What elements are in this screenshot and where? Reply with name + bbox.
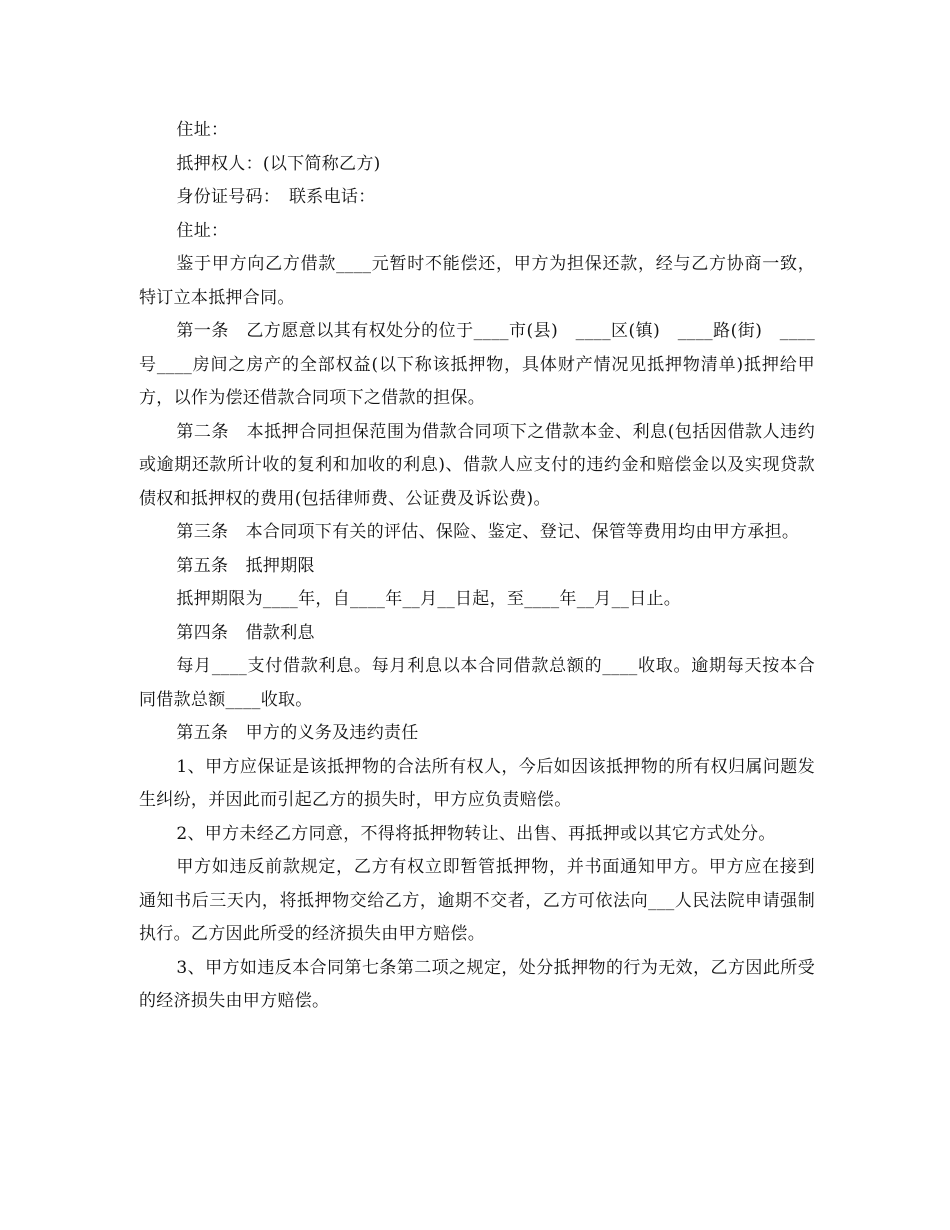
- document-body: [139, 114, 815, 1019]
- article-2-paragraph: 第二条 本抵押合同担保范围为借款合同项下之借款本金、利息(包括因借款人违约或逾期还款所计收的复利和加收的利息)、借款人应支付的违约金和赔偿金以及实现贷款债权和抵押权的费用(包括律师费、公证费及诉讼费)。: [139, 421, 815, 509]
- article-3-paragraph: 第三条 本合同项下有关的评估、保险、鉴定、登记、保管等费用均由甲方承担。: [176, 522, 800, 542]
- mortgagee-line: 抵押权人：(以下简称乙方): [176, 153, 381, 174]
- loan-interest-heading: 第四条 借款利息: [176, 622, 315, 643]
- preamble-paragraph: 鉴于甲方向乙方借款____元暂时不能偿还，甲方为担保还款，经与乙方协商一致，特订立本抵押合同。: [139, 254, 815, 308]
- obligation-2-paragraph: 2、甲方未经乙方同意，不得将抵押物转让、出售、再抵押或以其它方式处分。: [176, 823, 776, 844]
- mortgage-term-paragraph: 抵押期限为____年，自____年__月__日起，至____年__月__日止。: [176, 589, 682, 609]
- address-line-party-b: 住址：: [176, 220, 229, 241]
- obligation-2-breach-paragraph: 甲方如违反前款规定，乙方有权立即暂管抵押物，并书面通知甲方。甲方应在接到通知书后三天内，将抵押物交给乙方，逾期不交者，乙方可依法向___人民法院申请强制执行。乙方因此所受的经济损失由甲方赔偿。: [139, 857, 815, 944]
- party-a-obligations-heading: 第五条 甲方的义务及违约责任: [176, 723, 419, 743]
- article-1-paragraph: 第一条 乙方愿意以其有权处分的位于____市(县) ____区(镇) ____路(街) ____号____房间之房产的全部权益(以下称该抵押物，具体财产情况见抵押物清单)抵押给甲方，以作为偿还借款合同项下之借款的担保。: [139, 321, 815, 408]
- address-line-party-a: 住址：: [176, 120, 229, 140]
- loan-interest-paragraph: 每月____支付借款利息。每月利息以本合同借款总额的____收取。逾期每天按本合同借款总额____收取。: [139, 656, 815, 710]
- obligation-1-paragraph: 1、甲方应保证是该抵押物的合法所有权人，今后如因该抵押物的所有权归属问题发生纠纷，并因此而引起乙方的损失时，甲方应负责赔偿。: [139, 756, 815, 810]
- obligation-3-paragraph: 3、甲方如违反本合同第七条第二项之规定，处分抵押物的行为无效，乙方因此所受的经济损失由甲方赔偿。: [139, 957, 815, 1011]
- id-phone-line: 身份证号码： 联系电话：: [176, 187, 376, 207]
- mortgage-term-heading: 第五条 抵押期限: [176, 555, 315, 576]
